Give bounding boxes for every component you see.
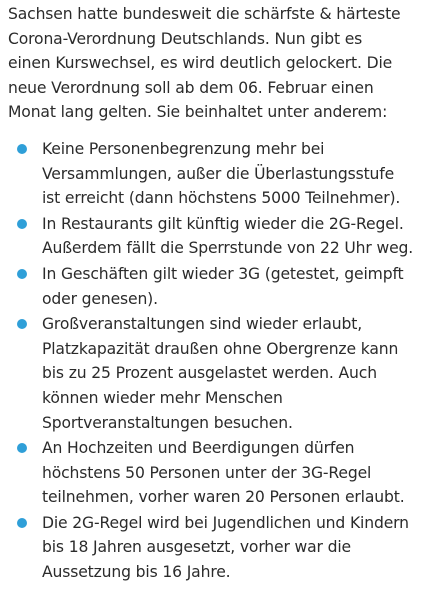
list-item-text: Keine Personenbegrenzung mehr bei Versammlungen, außer die Überlastungsstufe ist erreicht (dann höchstens 5000 Teilnehmer). xyxy=(42,139,401,208)
bullet-dot-icon xyxy=(17,144,27,154)
list-item-text: In Geschäften gilt wieder 3G (getestet, geimpft oder genesen). xyxy=(42,264,404,308)
list-item xyxy=(8,312,420,435)
intro-paragraph: Sachsen hatte bundesweit die schärfste & härteste Corona-Verordnung Deutschlands. Nun gibt es einen Kurswechsel, es wird deutlich gelockert. Die neue Verordnung soll ab dem 06. Februar einen Monat lang gelten. Sie beinhaltet unter anderem: xyxy=(8,5,401,122)
list-item-text: Die 2G-Regel wird bei Jugendlichen und Kindern bis 18 Jahren ausgesetzt, vorher war die Aussetzung bis 16 Jahre. xyxy=(42,513,409,582)
list-item-text: An Hochzeiten und Beerdigungen dürfen höchstens 50 Personen unter der 3G-Regel teilnehmen, vorher waren 20 Personen erlaubt. xyxy=(42,439,405,507)
list-item-text: In Restaurants gilt künftig wieder die 2G-Regel. Außerdem fällt die Sperrstunde von 22 Uhr weg. xyxy=(42,214,414,258)
list-item xyxy=(8,262,420,311)
list-item xyxy=(8,137,420,211)
bullet-dot-icon xyxy=(17,443,27,453)
article-body xyxy=(8,2,420,586)
list-item-text: Großveranstaltungen sind wieder erlaubt, Platzkapazität draußen ohne Obergrenze kann bis zu 25 Prozent ausgelastet werden. Auch können wieder mehr Menschen Sportveranstaltungen besuchen. xyxy=(42,315,399,432)
list-item xyxy=(8,511,420,585)
list-item xyxy=(8,436,420,510)
bullet-dot-icon xyxy=(17,319,27,329)
list-item xyxy=(8,212,420,261)
bullet-list xyxy=(8,137,420,585)
bullet-dot-icon xyxy=(17,219,27,229)
bullet-dot-icon xyxy=(17,269,27,279)
bullet-dot-icon xyxy=(17,518,27,528)
